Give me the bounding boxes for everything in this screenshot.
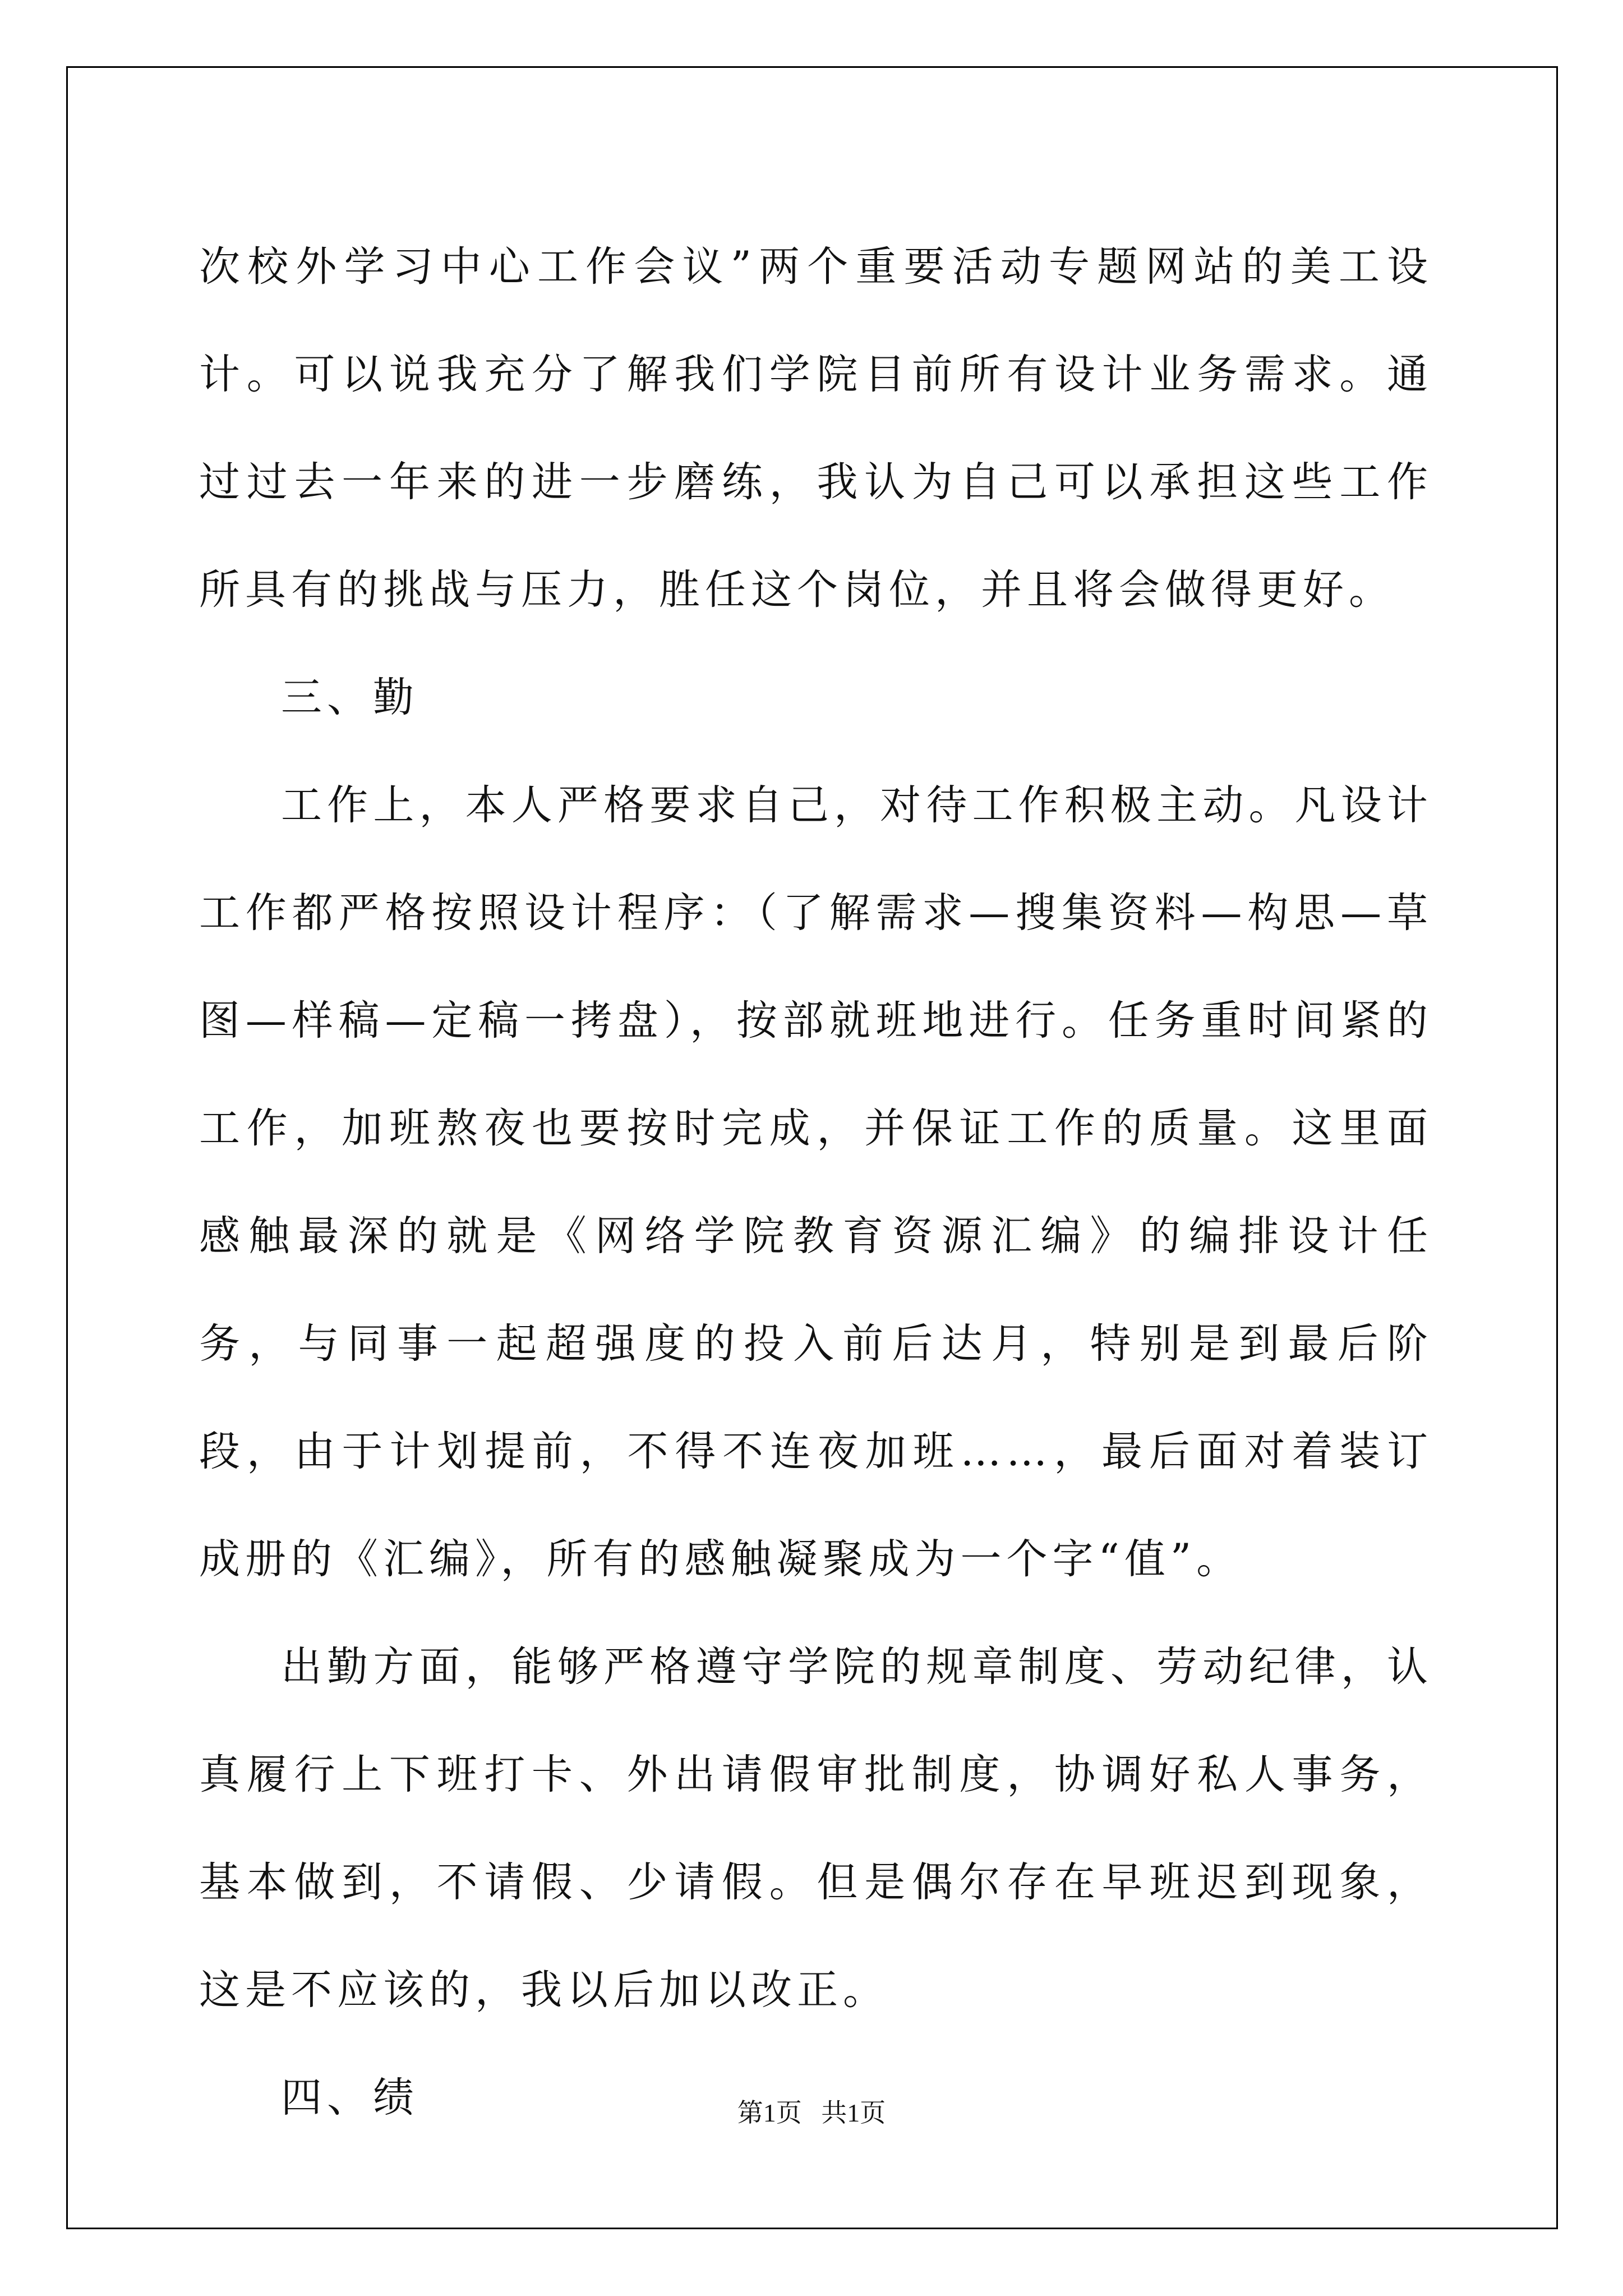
page-total: 共1页 [821,2099,886,2127]
section-heading-four: 四、绩 [281,2074,419,2122]
page-number: 第1页 [737,2099,802,2127]
document-body [199,213,1433,2152]
paragraph-work: 工作上，本人严格要求自己，对待工作积极主动。凡设计工作都严格按照设计程序：（了解需求—搜集资料—构思—草图—样稿—定稿一拷盘），按部就班地进行。任务重时间紧的工作，加班熬夜也要按时完成，并保证工作的质量。这里面感触最深的就是《网络学院教育资源汇编》的编排设计任务，与同事一起超强度的投入前后达月，特别是到最后阶段，由于计划提前，不得不连夜加班……，最后面对着装订成册的《汇编》，所有的感触凝聚成为一个字“值”。 [199,781,1433,1583]
paragraph-attendance: 出勤方面，能够严格遵守学院的规章制度、劳动纪律，认真履行上下班打卡、外出请假审批制度，协调好私人事务，基本做到，不请假、少请假。但是偶尔存在早班迟到现象，这是不应该的，我以后加以改正。 [199,1643,1433,2014]
page-footer [0,2092,1623,2129]
section-heading-three: 三、勤 [281,674,419,721]
paragraph-1: 次校外学习中心工作会议”两个重要活动专题网站的美工设计。可以说我充分了解我们学院目前所有设计业务需求。通过过去一年来的进一步磨练，我认为自己可以承担这些工作所具有的挑战与压力，胜任这个岗位，并且将会做得更好。 [199,243,1433,614]
